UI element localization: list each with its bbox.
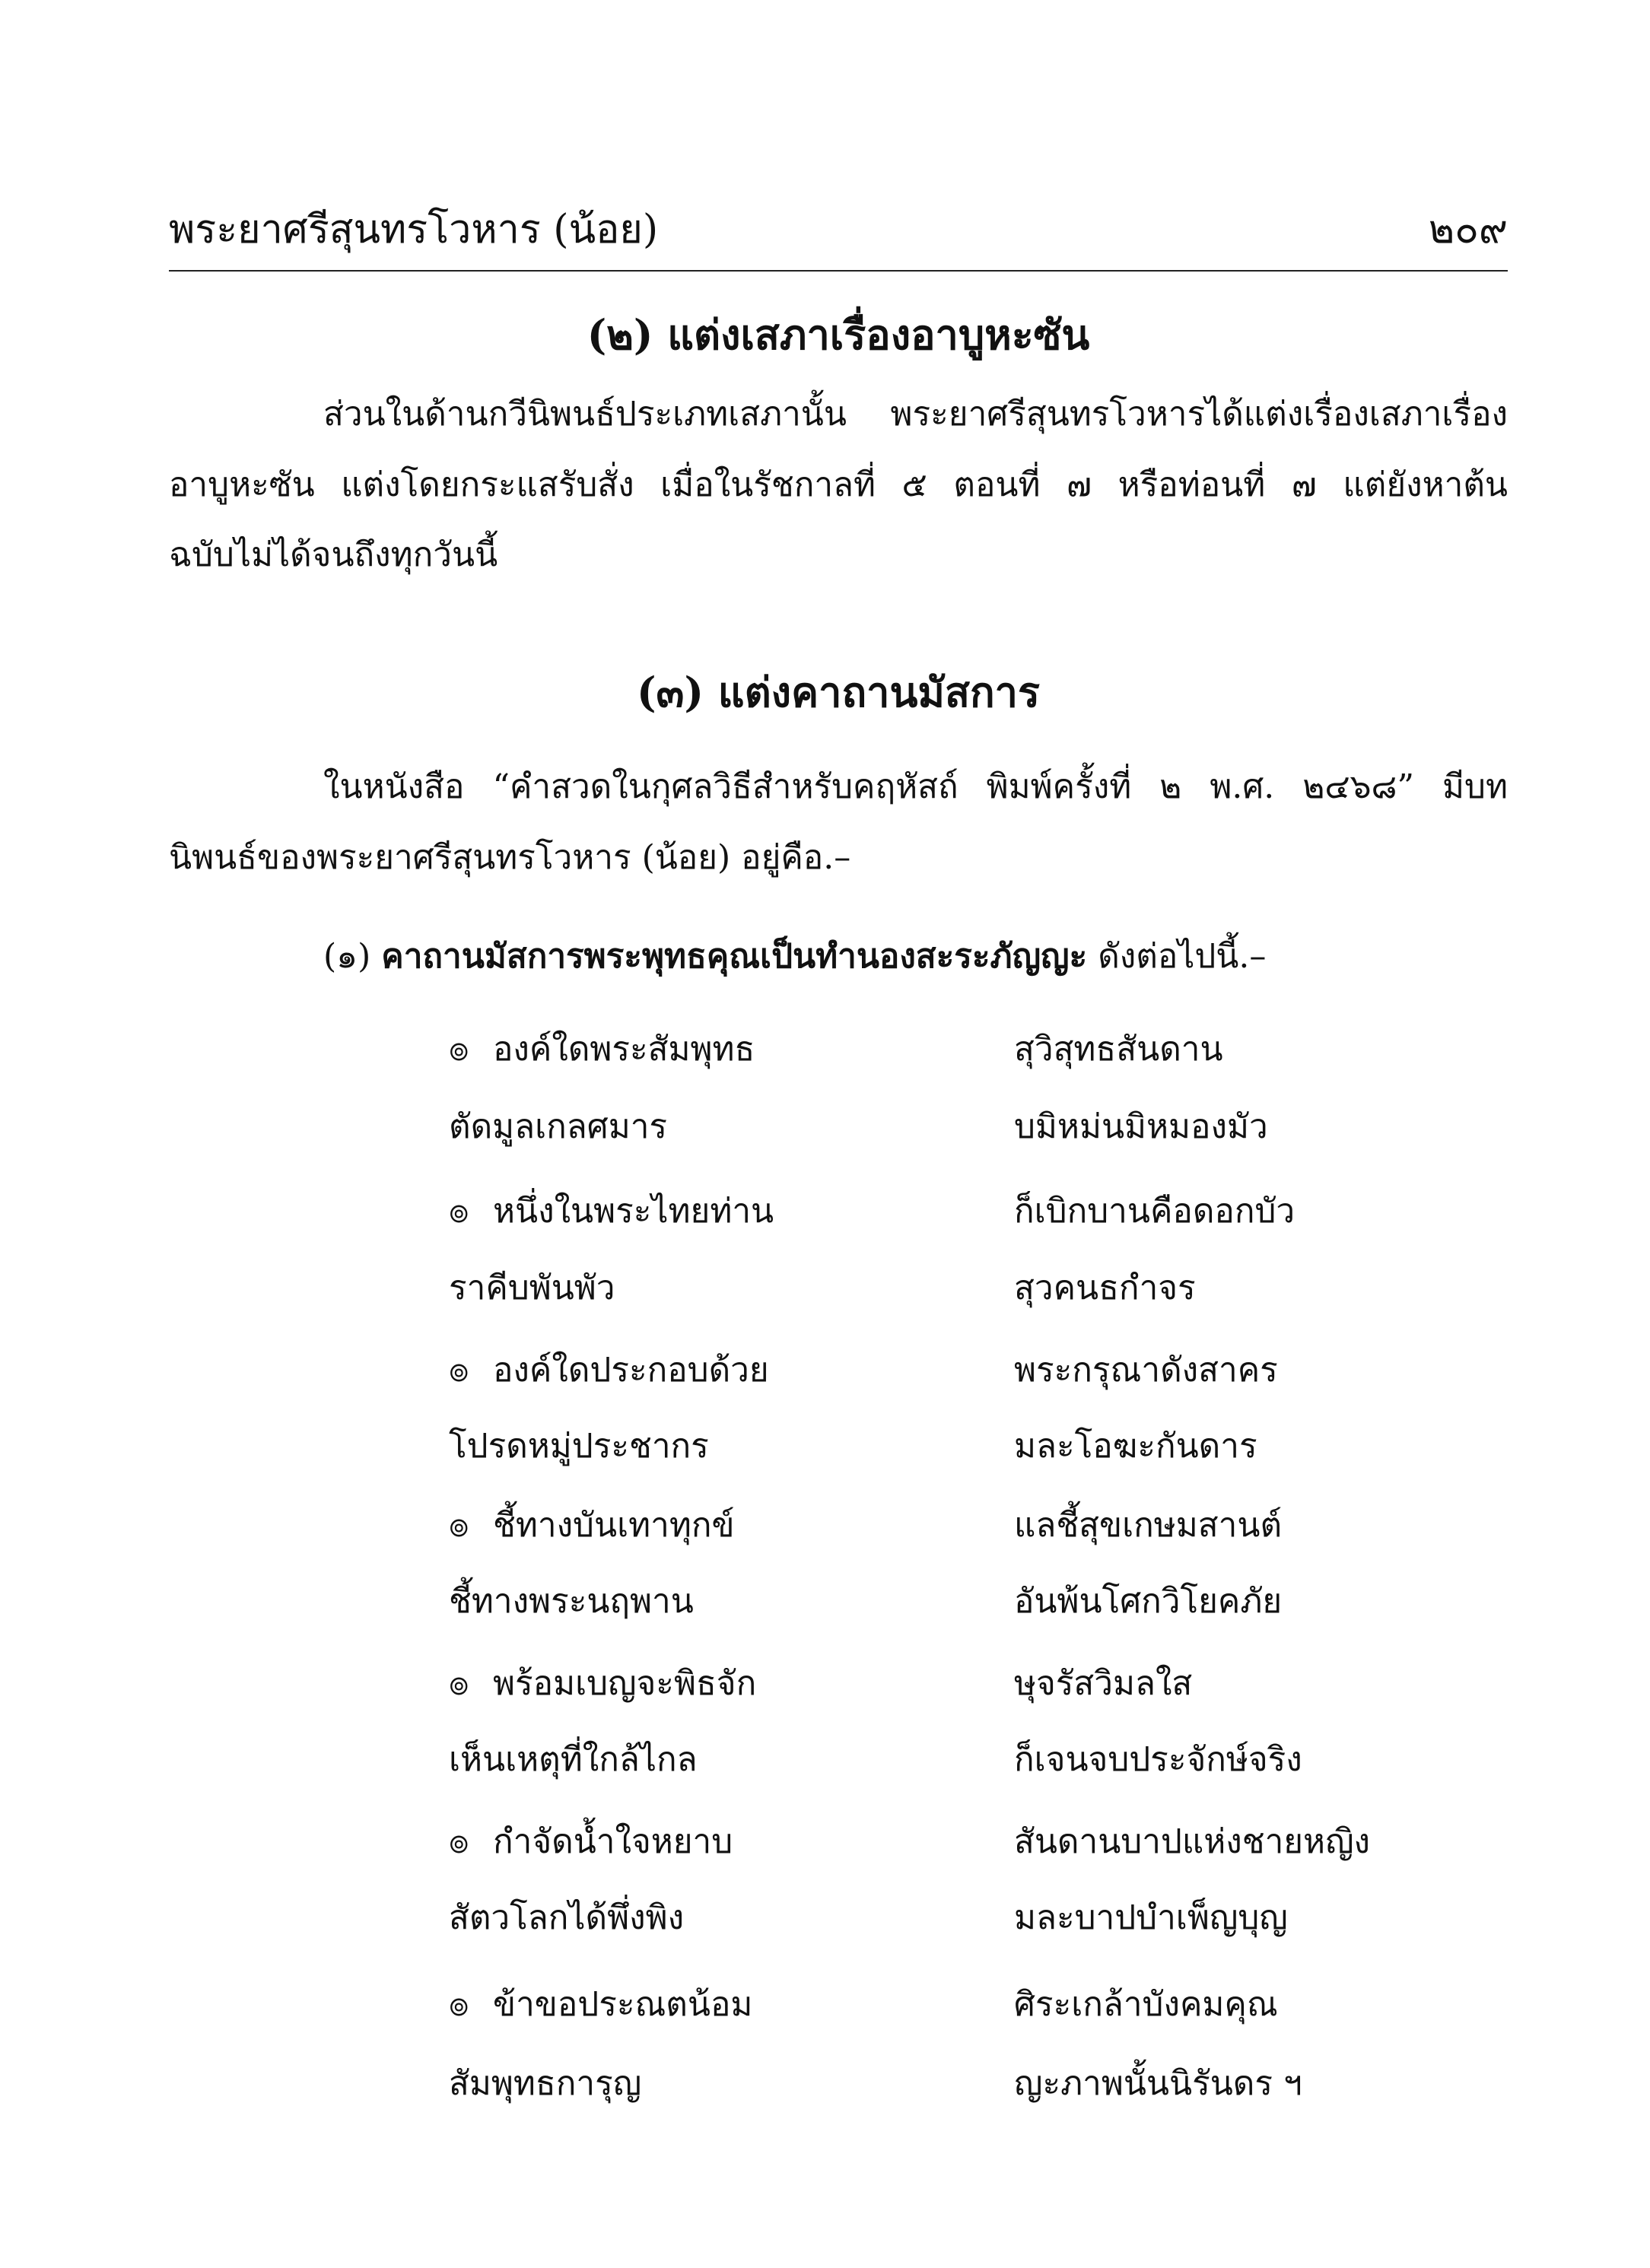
verse-line: ๏ องค์ใดพระสัมพุทธ xyxy=(449,1019,981,1080)
verse-line: เห็นเหตุที่ใกล้ไกล xyxy=(449,1740,698,1779)
header-rule xyxy=(169,270,1508,272)
verse-marker: ๏ xyxy=(449,1351,469,1390)
verse-line: ๏ หนึ่งในพระไทยท่าน xyxy=(449,1181,981,1242)
paragraph-line: ในหนังสือ “คำสวดในกุศลวิธีสำหรับคฤหัสถ์ พิมพ์ครั้งที่ ๒ พ.ศ. ๒๔๖๘” มีบท xyxy=(323,767,1508,806)
verse-line: สันดานบาปแห่งชายหญิง xyxy=(1014,1822,1371,1861)
verse-line: สัมพุทธการุญ xyxy=(449,2064,642,2103)
paragraph-line: ส่วนในด้านกวีนิพนธ์ประเภทเสภานั้น พระยาศรีสุนทรโวหารได้แต่งเรื่องเสภาเรื่อง xyxy=(323,395,1508,434)
verse-line: โปรดหมู่ประชากร xyxy=(449,1427,709,1466)
verse-line: ศิระเกล้าบังคมคุณ xyxy=(1014,1985,1278,2024)
verse-line: มละโอฆะกันดาร xyxy=(1014,1427,1257,1466)
verse-line: ๏ ข้าขอประณตน้อม xyxy=(449,1974,981,2035)
verse-line: ๏ ชี้ทางบันเทาทุกข์ xyxy=(449,1495,981,1556)
verse-line: ก็เบิกบานคือดอกบัว xyxy=(1014,1192,1296,1231)
paragraph-line: ฉบับไม่ได้จนถึงทุกวันนี้ xyxy=(169,535,498,574)
page-number: ๒๐๙ xyxy=(1428,207,1508,253)
verse-line: ญะภาพนั้นนิรันดร ฯ xyxy=(1014,2064,1302,2103)
verse-line: ชี้ทางพระนฤพาน xyxy=(449,1582,694,1621)
verse-marker: ๏ xyxy=(449,1192,469,1231)
verse-line: ๏ กำจัดน้ำใจหยาบ xyxy=(449,1812,981,1873)
verse-line: ก็เจนจบประจักษ์จริง xyxy=(1014,1740,1302,1779)
verse-line: สุวคนธกำจร xyxy=(1014,1269,1196,1307)
item-title: คาถานมัสการพระพุทธคุณเป็นทำนองสะระภัญญะ xyxy=(381,937,1088,976)
verse-line: ษุจรัสวิมลใส xyxy=(1014,1664,1193,1703)
section-heading-3: (๓) แต่งคาถานมัสการ xyxy=(636,668,1040,716)
verse-marker: ๏ xyxy=(449,1822,469,1861)
paragraph-line: อาบูหะซัน แต่งโดยกระแสรับสั่ง เมื่อในรัชกาลที่ ๕ ตอนที่ ๗ หรือท่อนที่ ๗ แต่ยังหาต้น xyxy=(169,465,1508,504)
verse-marker: ๏ xyxy=(449,1664,469,1703)
verse-line: มละบาปบำเพ็ญบุญ xyxy=(1014,1898,1288,1937)
verse-line: อันพ้นโศกวิโยคภัย xyxy=(1014,1582,1283,1621)
verse-line: พระกรุณาดังสาคร xyxy=(1014,1351,1278,1390)
verse-marker: ๏ xyxy=(449,1985,469,2024)
verse-line: สัตวโลกได้พึ่งพิง xyxy=(449,1898,685,1937)
verse-line: ๏ พร้อมเบญจะพิธจัก xyxy=(449,1653,981,1714)
verse-line: แลชี้สุขเกษมสานต์ xyxy=(1014,1506,1283,1545)
paragraph-line: นิพนธ์ของพระยาศรีสุนทรโวหาร (น้อย) อยู่คือ.– xyxy=(169,838,851,877)
verse-line: ๏ องค์ใดประกอบด้วย xyxy=(449,1340,981,1401)
item-number: (๑) xyxy=(323,937,371,976)
verse-line: ราคีบพันพัว xyxy=(449,1269,615,1307)
verse-line: บมิหม่นมิหมองมัว xyxy=(1014,1107,1268,1146)
list-item-heading xyxy=(323,926,1508,987)
verse-line: ตัดมูลเกลศมาร xyxy=(449,1107,668,1146)
section-heading-2: (๒) แต่งเสภาเรื่องอาบูหะซัน xyxy=(587,310,1090,359)
verse-marker: ๏ xyxy=(449,1030,469,1069)
item-suffix: ดังต่อไปนี้.– xyxy=(1098,937,1267,976)
verse-line: สุวิสุทธสันดาน xyxy=(1014,1030,1223,1069)
verse-marker: ๏ xyxy=(449,1506,469,1545)
running-header xyxy=(169,199,1508,260)
running-title: พระยาศรีสุนทรโวหาร (น้อย) xyxy=(169,207,659,253)
